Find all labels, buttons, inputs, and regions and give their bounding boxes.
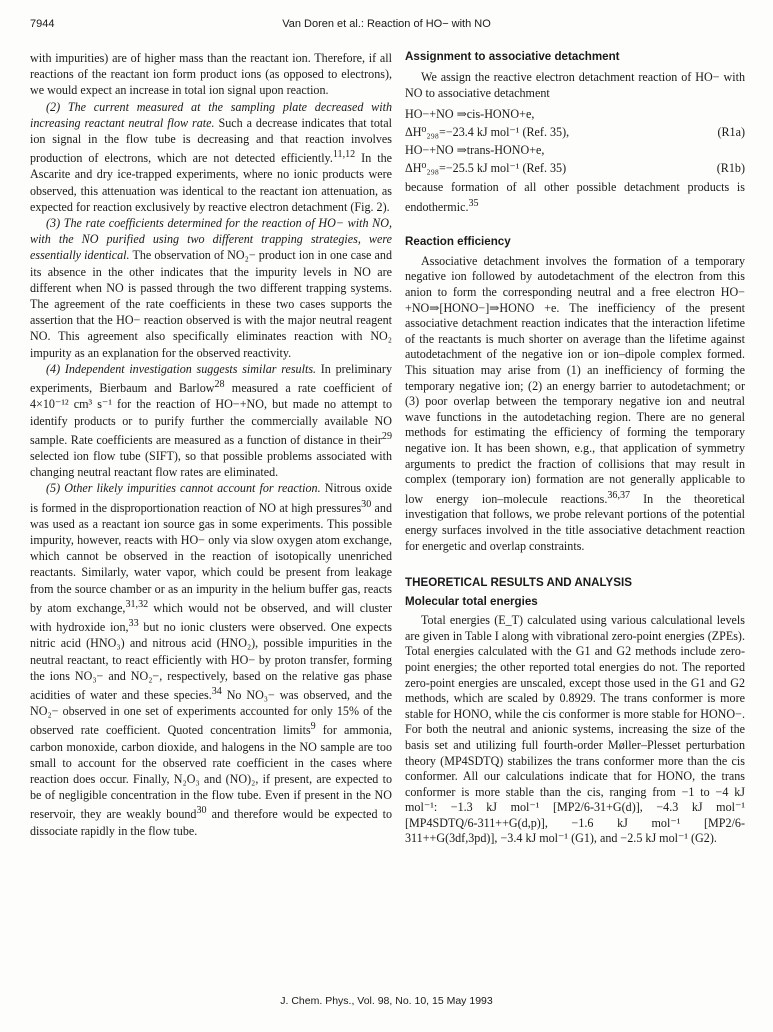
equation-tag: (R1a)	[717, 125, 745, 140]
citation: 11,12	[332, 149, 356, 161]
paragraph-other-impurities: (5) Other likely impurities cannot account for reaction. Nitrous oxide is formed in the disproportionation reaction of NO at high pressures$^{30}$ and was used as a reactant ion source gas in some experiments. This possible impurity, however, reacts with HO− only via slow oxygen atom exchange, which cannot be observed in the reaction of isotopically unenriched reactants. Similarly, water vapor, which could be present from leakage from the source chamber or as an impurity in the helium buffer gas, reacts by atom exchange,$^{31,32}$ which would not be observed, and will cluster with hydroxide ion,$^{33}$ but no ionic clusters were observed. One expects nitric acid (HNO₃) and nitrous acid (HNO₂), possible impurities in the neutral reactant, to react efficiently with HO− by proton transfer, forming the ions NO₃− and NO₂−, respectively, based on the relative gas phase acidities of water and these species.$^{34}$ No NO₃− was observed, and the NO₂− observed in one set of experiments accounted for only 15% of the observed rate coefficient. Quoted concentration limits$^9$ for ammonia, carbon monoxide, carbon dioxide, and halogens in the NO sample are too small to account for the observed rate coefficient in the cases where reaction does occur. Finally, N₂O₃ and (NO)₂, if present, are expected to be of negligible concentration in the flow tube. Even if present in the NO reservoir, they are weakly bound$^{30}$ and therefore would be expected to dissociate rapidly in the flow tube.	[30, 481, 392, 838]
equation-cis: HO−+NO ⇒cis-HONO+e,	[405, 107, 535, 122]
reaction-equations	[405, 105, 745, 177]
equation-trans-enthalpy: ΔH⁰₂₉₈=−25.5 kJ mol⁻¹ (Ref. 35) (R1b)	[405, 161, 745, 176]
heading-assignment: Assignment to associative detachment	[405, 50, 620, 63]
assignment-intro: We assign the reactive electron detachment reaction of HO− with NO to associative detachment	[405, 70, 745, 101]
assignment-conclusion: because formation of all other possible detachment products is endothermic.$^{35}$	[405, 180, 745, 214]
paragraph-rate-coefficients: (3) The rate coefficients determined for the reaction of HO− with NO, with the NO purified using two different trapping strategies, were essentially identical. The observation of NO₂− product ion in one case and its absence in the other indicates that the impurity levels in NO are different when NO is passed through the two different trapping systems. The agreement of the rate coefficients in these two cases supports the assertion that the HO− reaction observed is with the major neutral reagent NO. This agreement also specifically eliminates reaction with NO₂ impurity as an explanation for the observed reactivity.	[30, 216, 392, 360]
right-column	[405, 50, 745, 847]
citation: 28	[214, 379, 225, 391]
citation: 33	[128, 618, 139, 630]
point-3-lead: (3) The rate coefficients determined for the reaction of HO− with NO, with the NO purified using two different trapping strategies, were essentially identical.	[30, 216, 392, 263]
citation: 34	[211, 685, 222, 697]
citation: 30	[196, 805, 207, 817]
heading-molecular-energies: Molecular total energies	[405, 595, 538, 609]
left-column	[30, 50, 392, 839]
citation: 29	[381, 430, 392, 442]
point-5-lead: (5) Other likely impurities cannot account for reaction.	[46, 481, 321, 496]
citation: 31,32	[125, 598, 149, 610]
equation-cis-enthalpy: ΔH⁰₂₉₈=−23.4 kJ mol⁻¹ (Ref. 35), (R1a)	[405, 125, 745, 140]
running-head: Van Doren et al.: Reaction of HO− with NO	[282, 18, 491, 30]
page-number: 7944	[30, 18, 55, 30]
page-header	[30, 18, 743, 34]
citation: 36,37	[607, 489, 631, 501]
point-4-lead: (4) Independent investigation suggests similar results.	[46, 361, 317, 376]
equation-trans: HO−+NO ⇒trans-HONO+e,	[405, 143, 545, 158]
paragraph-impurities-mass: with impurities) are of higher mass than the reactant ion. Therefore, if all reactions of the reactant ion form product ions (as opposed to electrons), we would expect an increase in total ion signal upon reaction.	[30, 51, 392, 98]
paragraph-sampling-plate: (2) The current measured at the sampling plate decreased with increasing reactant neutral flow rate. Such a decrease indicates that total ion signal in the flow tube is decreasing and that reaction involves production of electrons, which are not detected efficiently.$^{11,12}$ In the Ascarite and dry ice-trapped experiments, where no ionic products were observed, this attenuation was identical to the reactant ion attenuation, as expected for reaction exclusively by reactive electron detachment (Fig. 2).	[30, 99, 393, 214]
point-2-lead: (2) The current measured at the sampling plate decreased with increasing reactant neutral flow rate.	[30, 99, 392, 130]
equation-tag: (R1b)	[716, 161, 745, 176]
page-footer: J. Chem. Phys., Vol. 98, No. 10, 15 May 1993	[280, 995, 493, 1007]
citation: 9	[310, 721, 316, 733]
paragraph-molecular-energies: Total energies (E_T) calculated using various calculational levels are given in Table I along with vibrational zero-point energies (ZPEs). Total energies calculated with the G1 and G2 methods include zero-point energies; the other reported total energies do not. The reported zero-point energies are unscaled, except those used in the G1 and G2 methods, which are scaled by 0.8929. The trans conformer is more stable for HONO, while the cis conformer is more stable for HONO−. For both the neutral and anionic systems, increasing the size of the basis set and utilizing full fourth-order Møller–Plesset perturbation theory (MP4SDTQ) stabilizes the trans conformer more than the cis conformer. All our calculations indicate that for HONO, the trans conformer is more stable than the cis, ranging from −1 to −4 kJ mol⁻¹: −1.3 kJ mol⁻¹ [MP2/6-31+G(d)], −4.3 kJ mol⁻¹ [MP4SDTQ/6-311++G(d,p)], −1.6 kJ mol⁻¹ [MP2/6-311++G(3df,3pd)], −3.4 kJ mol⁻¹ (G1), and −2.5 kJ mol⁻¹ (G2).	[405, 613, 745, 846]
paragraph-efficiency: Associative detachment involves the formation of a temporary negative ion followed by autodetachment of the electron from this anion to form the corresponding neutral and a free electron HO−+NO⇒[HONO−]⇒HONO +e. The inefficiency of the present associative detachment reaction indicates that the interaction lifetime of the reactants is much shorter on average than the lifetime against autodetachment of the negative ion or ion–dipole complex formed. This situation may arise from (1) an inefficiency of forming the temporary negative ion; (2) an energy barrier to autodetachment; or (3) poor overlap between the temporary negative ion and neutral wave functions in the autodetaching region. There are no general methods for estimating the efficiency of forming the temporary negative ion. It has been shown, e.g., that application of symmetry arguments to predict the fraction of collisions that may result in complex (temporary ion) formation are not generally applicable to low energy ion–molecule reactions.$^{36,37}$ In the theoretical investigation that follows, we probe relevant portions of the potential energy surfaces involved in the title associative detachment reaction for energetic and overlap constraints.	[405, 253, 745, 553]
heading-theoretical-results: THEORETICAL RESULTS AND ANALYSIS	[405, 576, 632, 590]
paragraph-independent-investigation: (4) Independent investigation suggests similar results. In preliminary experiments, Bierbaum and Barlow$^{28}$ measured a rate coefficient of 4×10⁻¹² cm³ s⁻¹ for the reaction of HO−+NO, but made no attempt to identify products or to purify further the commercially available NO sample. Rate coefficients are measured as a function of distance in their$^{29}$ selected ion flow tube (SIFT), so that possible problems associated with changing neutral reactant flow rates are eliminated.	[30, 361, 392, 480]
citation: 30	[361, 498, 372, 510]
heading-reaction-efficiency: Reaction efficiency	[405, 234, 511, 248]
citation: 35	[468, 197, 479, 209]
